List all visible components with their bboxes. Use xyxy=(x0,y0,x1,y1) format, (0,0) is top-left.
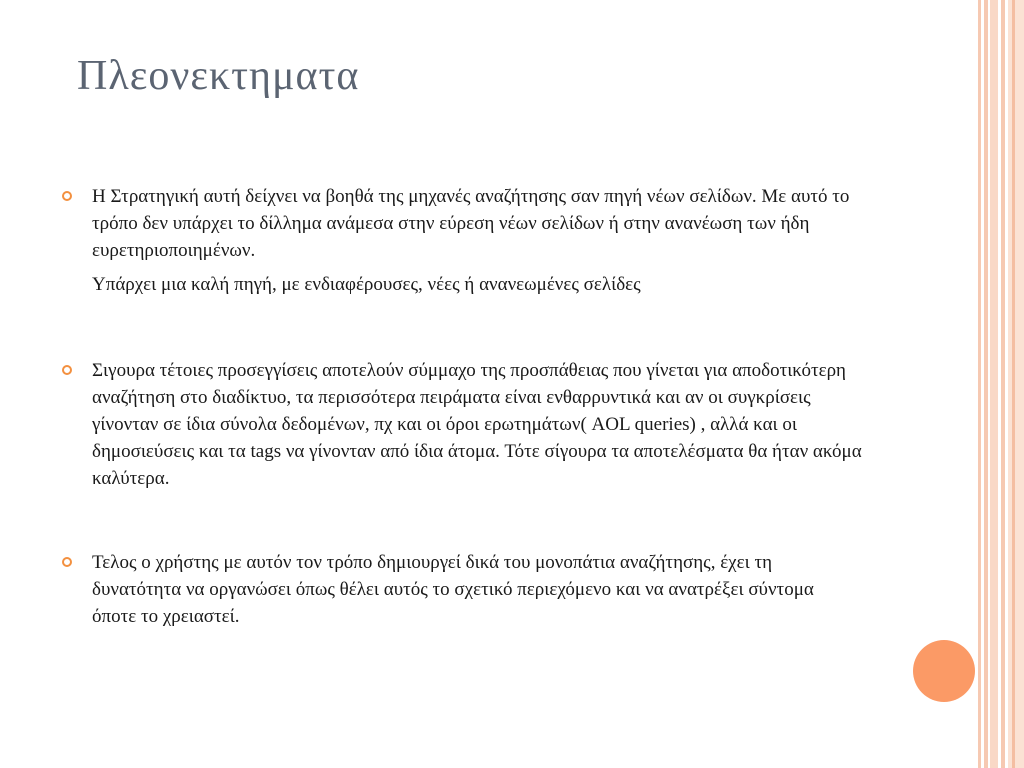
bullet-item xyxy=(62,183,862,264)
bullet-icon xyxy=(62,191,72,201)
bullet-item xyxy=(62,549,862,630)
decorative-stripe xyxy=(984,0,988,768)
bullet-text: Σιγουρα τέτοιες προσεγγίσεις αποτελούν σύμμαχο της προσπάθειας που γίνεται για αποδοτικότερη αναζήτηση στο διαδίκτυο, τα περισσότερα πειράματα είναι ενθαρρυντικά και αν οι συγκρίσεις γίνονταν σε ίδια σύνολα δεδομένων, πχ και οι όροι ερωτημάτων( AOL queries) , αλλά και οι δημοσιεύσεις και τα tags να γίνονταν από ίδια άτομα. Τότε σίγουρα τα αποτελέσματα θα ήταν ακόμα καλύτερα. xyxy=(92,360,862,489)
bullet-text: Η Στρατηγική αυτή δείχνει να βοηθά της μηχανές αναζήτησης σαν πηγή νέων σελίδων. Με αυτό το τρόπο δεν υπάρχει το δίλλημα ανάμεσα στην εύρεση νέων σελίδων ή στην ανανέωση των ήδη ευρετηριοποιημένων. xyxy=(92,186,850,261)
bullet-text: Τελος ο χρήστης με αυτόν τον τρόπο δημιουργεί δικά του μονοπάτια αναζήτησης, έχει τη δυνατότητα να οργανώσει όπως θέλει αυτός το σχετικό περιεχόμενο και να ανατρέξει σύντομα όποτε το χρειαστεί. xyxy=(92,552,814,627)
decorative-stripe xyxy=(1012,0,1015,768)
bullet-continuation: Υπάρχει μια καλή πηγή, με ενδιαφέρουσες, νέες ή ανανεωμένες σελίδες xyxy=(92,274,641,295)
decorative-stripe xyxy=(1001,0,1005,768)
decorative-circle xyxy=(913,640,975,702)
bullet-icon xyxy=(62,557,72,567)
slide-content xyxy=(62,183,862,630)
decorative-stripe xyxy=(990,0,998,768)
decorative-stripe xyxy=(1008,0,1024,768)
slide-title: Πλεονεκτηματα xyxy=(77,53,360,99)
decorative-stripe xyxy=(978,0,981,768)
bullet-item xyxy=(62,357,862,492)
bullet-icon xyxy=(62,365,72,375)
